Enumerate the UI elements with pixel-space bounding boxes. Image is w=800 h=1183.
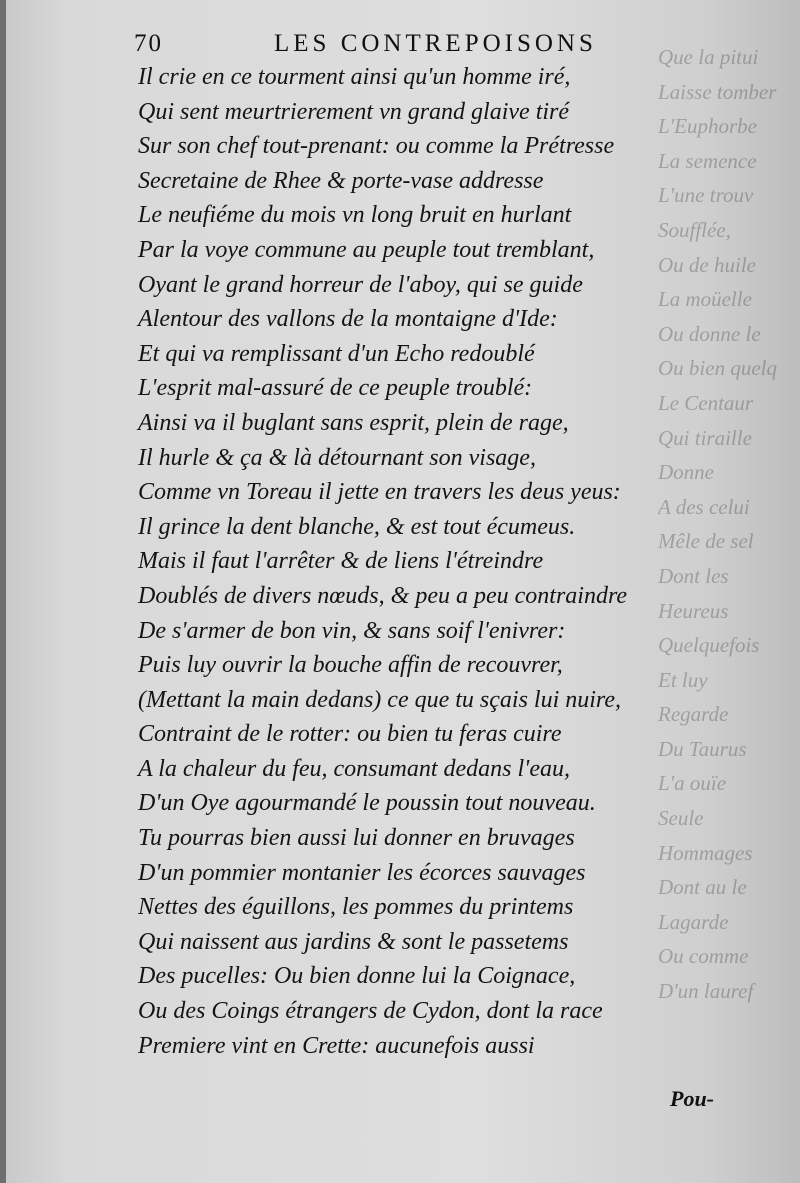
verse-line: Il grince la dent blanche, & est tout écumeus. [138,513,576,540]
running-title: LES CONTREPOISONS [274,30,597,57]
catchword: Pou- [670,1086,714,1111]
verse-line: Comme vn Toreau il jette en travers les deus yeus: [138,479,621,506]
verse-line: Contraint de le rotter: ou bien tu feras cuire [138,721,562,748]
verse-line: Puis luy ouvrir la bouche affin de recouvrer, [138,652,563,679]
verse-line: L'esprit mal-assuré de ce peuple troublé: [138,375,533,402]
page-header [134,30,634,64]
verse-line: Le neufiéme du mois vn long bruit en hurlant [138,202,572,229]
verse-line: (Mettant la main dedans) ce que tu sçais lui nuire, [138,686,622,713]
verse-line: Il crie en ce tourment ainsi qu'un homme iré, [138,64,571,90]
page-number: 70 [134,30,163,57]
verse-line: Mais il faut l'arrêter & de liens l'étreindre [138,548,544,575]
verse-line: Premiere vint en Crette: aucunefois aussi [138,1032,535,1059]
verse-line: Sur son chef tout-prenant: ou comme la Prétresse [138,133,615,160]
verse-block [138,60,648,1063]
verse-line: Et qui va remplissant d'un Echo redoublé [138,340,535,367]
verse-line: De s'armer de bon vin, & sans soif l'enivrer: [138,617,566,644]
verse-line: Doublés de divers nœuds, & peu a peu contraindre [138,582,628,609]
verse-line: D'un pommier montanier les écorces sauvages [138,859,586,886]
verse-line: Ou des Coings étrangers de Cydon, dont la race [138,998,603,1025]
verse-line: Nettes des éguillons, les pommes du printems [138,894,574,921]
verse-line: A la chaleur du feu, consumant dedans l'eau, [138,755,570,782]
show-through-text: Que la pitui Laisse tomber L'Euphorbe La semence L'une trouv Soufflée, Ou de huile La moüelle Ou donne le Ou bien quelq Le Centaur Qui tiraille Donne A des celui Mêle de sel Dont les Heureus Quelquefois Et luy Regarde Du Taurus L'a ouïe Seule Hommages Dont au le Lagarde Ou comme D'un lauref [658,45,777,1004]
verse-line: Il hurle & ça & là détournant son visage, [138,444,536,471]
verse-line: Oyant le grand horreur de l'aboy, qui se guide [138,271,583,298]
verse-line: Secretaine de Rhee & porte-vase addresse [138,167,544,194]
verse-line: Qui sent meurtrierement vn grand glaive tiré [138,98,570,125]
verse-line: Tu pourras bien aussi lui donner en bruvages [138,825,575,852]
verse-line: D'un Oye agourmandé le poussin tout nouveau. [138,790,596,817]
verse-line: Alentour des vallons de la montaigne d'Ide: [138,306,558,333]
book-page [6,0,800,1183]
verse-line: Qui naissent aus jardins & sont le passetems [138,928,569,955]
verse-line: Par la voye commune au peuple tout tremblant, [138,236,595,263]
verse-line: Des pucelles: Ou bien donne lui la Coignace, [138,963,576,990]
verse-line: Ainsi va il buglant sans esprit, plein de rage, [138,409,569,436]
